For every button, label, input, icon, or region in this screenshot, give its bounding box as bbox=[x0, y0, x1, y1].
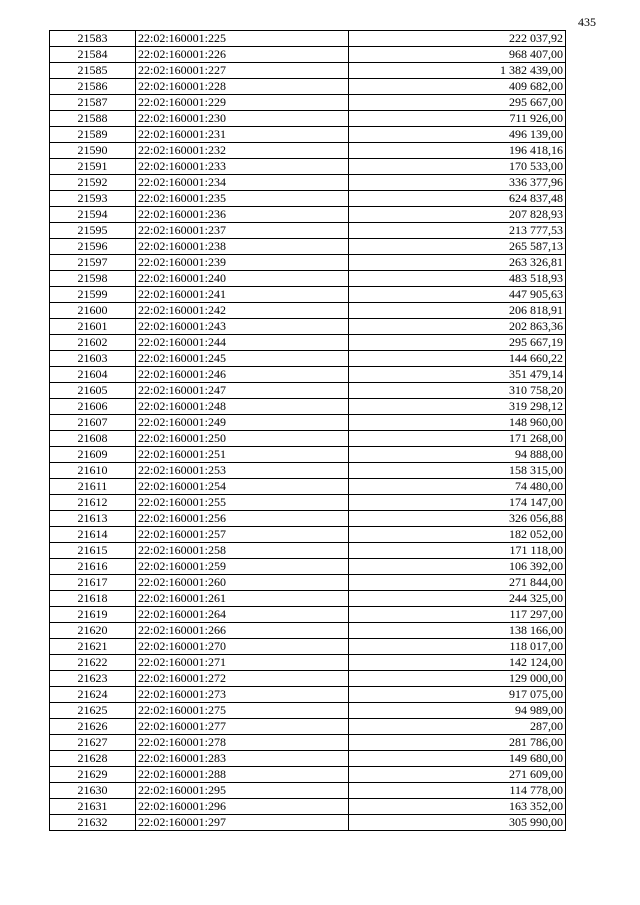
cadastral-number-cell: 22:02:160001:244 bbox=[136, 335, 349, 351]
cadastral-value-cell: 206 818,91 bbox=[349, 303, 566, 319]
cadastral-number-cell: 22:02:160001:225 bbox=[136, 31, 349, 47]
cadastral-value-cell: 171 118,00 bbox=[349, 543, 566, 559]
row-number-cell: 21632 bbox=[50, 815, 136, 831]
row-number-cell: 21600 bbox=[50, 303, 136, 319]
table-row bbox=[50, 767, 566, 783]
cadastral-number-cell: 22:02:160001:257 bbox=[136, 527, 349, 543]
row-number-cell: 21585 bbox=[50, 63, 136, 79]
table-row bbox=[50, 223, 566, 239]
table-row bbox=[50, 335, 566, 351]
cadastral-value-cell: 170 533,00 bbox=[349, 159, 566, 175]
row-number-cell: 21618 bbox=[50, 591, 136, 607]
table-row bbox=[50, 31, 566, 47]
row-number-cell: 21607 bbox=[50, 415, 136, 431]
row-number-cell: 21598 bbox=[50, 271, 136, 287]
cadastral-number-cell: 22:02:160001:235 bbox=[136, 191, 349, 207]
cadastral-value-cell: 213 777,53 bbox=[349, 223, 566, 239]
cadastral-value-cell: 319 298,12 bbox=[349, 399, 566, 415]
cadastral-number-cell: 22:02:160001:254 bbox=[136, 479, 349, 495]
table-row bbox=[50, 607, 566, 623]
row-number-cell: 21584 bbox=[50, 47, 136, 63]
cadastral-number-cell: 22:02:160001:264 bbox=[136, 607, 349, 623]
row-number-cell: 21608 bbox=[50, 431, 136, 447]
cadastral-number-cell: 22:02:160001:233 bbox=[136, 159, 349, 175]
cadastral-value-cell: 117 297,00 bbox=[349, 607, 566, 623]
cadastral-value-cell: 624 837,48 bbox=[349, 191, 566, 207]
row-number-cell: 21594 bbox=[50, 207, 136, 223]
cadastral-value-cell: 202 863,36 bbox=[349, 319, 566, 335]
cadastral-number-cell: 22:02:160001:271 bbox=[136, 655, 349, 671]
cadastral-number-cell: 22:02:160001:239 bbox=[136, 255, 349, 271]
row-number-cell: 21612 bbox=[50, 495, 136, 511]
cadastral-value-cell: 196 418,16 bbox=[349, 143, 566, 159]
cadastral-value-cell: 171 268,00 bbox=[349, 431, 566, 447]
row-number-cell: 21630 bbox=[50, 783, 136, 799]
cadastral-value-cell: 174 147,00 bbox=[349, 495, 566, 511]
table-row bbox=[50, 719, 566, 735]
row-number-cell: 21625 bbox=[50, 703, 136, 719]
cadastral-number-cell: 22:02:160001:260 bbox=[136, 575, 349, 591]
cadastral-number-cell: 22:02:160001:229 bbox=[136, 95, 349, 111]
cadastral-number-cell: 22:02:160001:259 bbox=[136, 559, 349, 575]
row-number-cell: 21606 bbox=[50, 399, 136, 415]
cadastral-number-cell: 22:02:160001:243 bbox=[136, 319, 349, 335]
table-row bbox=[50, 111, 566, 127]
cadastral-value-cell: 149 680,00 bbox=[349, 751, 566, 767]
table-row bbox=[50, 207, 566, 223]
row-number-cell: 21611 bbox=[50, 479, 136, 495]
cadastral-value-cell: 326 056,88 bbox=[349, 511, 566, 527]
row-number-cell: 21613 bbox=[50, 511, 136, 527]
table-row bbox=[50, 751, 566, 767]
row-number-cell: 21586 bbox=[50, 79, 136, 95]
table-row bbox=[50, 383, 566, 399]
cadastral-value-cell: 711 926,00 bbox=[349, 111, 566, 127]
cadastral-number-cell: 22:02:160001:258 bbox=[136, 543, 349, 559]
cadastral-number-cell: 22:02:160001:230 bbox=[136, 111, 349, 127]
cadastral-number-cell: 22:02:160001:297 bbox=[136, 815, 349, 831]
cadastral-number-cell: 22:02:160001:232 bbox=[136, 143, 349, 159]
row-number-cell: 21603 bbox=[50, 351, 136, 367]
table-row bbox=[50, 703, 566, 719]
row-number-cell: 21622 bbox=[50, 655, 136, 671]
cadastral-value-cell: 129 000,00 bbox=[349, 671, 566, 687]
cadastral-value-cell: 295 667,00 bbox=[349, 95, 566, 111]
cadastral-value-cell: 94 989,00 bbox=[349, 703, 566, 719]
cadastral-number-cell: 22:02:160001:272 bbox=[136, 671, 349, 687]
cadastral-number-cell: 22:02:160001:253 bbox=[136, 463, 349, 479]
table-row bbox=[50, 239, 566, 255]
table-row bbox=[50, 559, 566, 575]
cadastral-value-cell: 271 844,00 bbox=[349, 575, 566, 591]
cadastral-number-cell: 22:02:160001:273 bbox=[136, 687, 349, 703]
row-number-cell: 21595 bbox=[50, 223, 136, 239]
cadastral-number-cell: 22:02:160001:248 bbox=[136, 399, 349, 415]
row-number-cell: 21592 bbox=[50, 175, 136, 191]
cadastral-number-cell: 22:02:160001:250 bbox=[136, 431, 349, 447]
table-row bbox=[50, 399, 566, 415]
cadastral-number-cell: 22:02:160001:234 bbox=[136, 175, 349, 191]
cadastral-number-cell: 22:02:160001:249 bbox=[136, 415, 349, 431]
cadastral-value-cell: 281 786,00 bbox=[349, 735, 566, 751]
cadastral-value-cell: 158 315,00 bbox=[349, 463, 566, 479]
page-number: 435 bbox=[578, 15, 596, 29]
cadastral-value-cell: 351 479,14 bbox=[349, 367, 566, 383]
row-number-cell: 21610 bbox=[50, 463, 136, 479]
cadastral-value-cell: 182 052,00 bbox=[349, 527, 566, 543]
cadastral-number-cell: 22:02:160001:278 bbox=[136, 735, 349, 751]
table-row bbox=[50, 47, 566, 63]
table-row bbox=[50, 431, 566, 447]
cadastral-value-cell: 265 587,13 bbox=[349, 239, 566, 255]
cadastral-value-cell: 118 017,00 bbox=[349, 639, 566, 655]
cadastral-number-cell: 22:02:160001:261 bbox=[136, 591, 349, 607]
row-number-cell: 21588 bbox=[50, 111, 136, 127]
table-row bbox=[50, 687, 566, 703]
cadastral-number-cell: 22:02:160001:245 bbox=[136, 351, 349, 367]
cadastral-value-cell: 295 667,19 bbox=[349, 335, 566, 351]
table-row bbox=[50, 463, 566, 479]
row-number-cell: 21627 bbox=[50, 735, 136, 751]
row-number-cell: 21620 bbox=[50, 623, 136, 639]
table-row bbox=[50, 735, 566, 751]
cadastral-value-cell: 114 778,00 bbox=[349, 783, 566, 799]
row-number-cell: 21591 bbox=[50, 159, 136, 175]
row-number-cell: 21626 bbox=[50, 719, 136, 735]
table-row bbox=[50, 479, 566, 495]
cadastral-number-cell: 22:02:160001:255 bbox=[136, 495, 349, 511]
row-number-cell: 21628 bbox=[50, 751, 136, 767]
row-number-cell: 21604 bbox=[50, 367, 136, 383]
cadastral-number-cell: 22:02:160001:275 bbox=[136, 703, 349, 719]
table-row bbox=[50, 127, 566, 143]
cadastral-number-cell: 22:02:160001:237 bbox=[136, 223, 349, 239]
cadastral-value-cell: 142 124,00 bbox=[349, 655, 566, 671]
table-row bbox=[50, 255, 566, 271]
table-row bbox=[50, 543, 566, 559]
table-row bbox=[50, 591, 566, 607]
table-row bbox=[50, 63, 566, 79]
table-row bbox=[50, 415, 566, 431]
row-number-cell: 21593 bbox=[50, 191, 136, 207]
cadastral-value-cell: 148 960,00 bbox=[349, 415, 566, 431]
row-number-cell: 21629 bbox=[50, 767, 136, 783]
table-row bbox=[50, 527, 566, 543]
row-number-cell: 21596 bbox=[50, 239, 136, 255]
table-row bbox=[50, 655, 566, 671]
cadastral-value-cell: 222 037,92 bbox=[349, 31, 566, 47]
table-row bbox=[50, 447, 566, 463]
cadastral-value-cell: 447 905,63 bbox=[349, 287, 566, 303]
table-row bbox=[50, 623, 566, 639]
table-row bbox=[50, 511, 566, 527]
row-number-cell: 21617 bbox=[50, 575, 136, 591]
table-row bbox=[50, 191, 566, 207]
row-number-cell: 21609 bbox=[50, 447, 136, 463]
table-row bbox=[50, 815, 566, 831]
cadastral-value-cell: 305 990,00 bbox=[349, 815, 566, 831]
cadastral-value-cell: 1 382 439,00 bbox=[349, 63, 566, 79]
cadastral-number-cell: 22:02:160001:251 bbox=[136, 447, 349, 463]
row-number-cell: 21605 bbox=[50, 383, 136, 399]
row-number-cell: 21583 bbox=[50, 31, 136, 47]
cadastral-value-cell: 336 377,96 bbox=[349, 175, 566, 191]
row-number-cell: 21631 bbox=[50, 799, 136, 815]
row-number-cell: 21602 bbox=[50, 335, 136, 351]
table-row bbox=[50, 783, 566, 799]
table-row bbox=[50, 159, 566, 175]
cadastral-number-cell: 22:02:160001:283 bbox=[136, 751, 349, 767]
table-row bbox=[50, 575, 566, 591]
cadastral-number-cell: 22:02:160001:247 bbox=[136, 383, 349, 399]
cadastral-number-cell: 22:02:160001:288 bbox=[136, 767, 349, 783]
cadastral-value-cell: 483 518,93 bbox=[349, 271, 566, 287]
row-number-cell: 21597 bbox=[50, 255, 136, 271]
cadastral-number-cell: 22:02:160001:270 bbox=[136, 639, 349, 655]
table-body bbox=[50, 31, 566, 831]
cadastral-number-cell: 22:02:160001:231 bbox=[136, 127, 349, 143]
cadastral-value-cell: 244 325,00 bbox=[349, 591, 566, 607]
cadastral-number-cell: 22:02:160001:295 bbox=[136, 783, 349, 799]
row-number-cell: 21614 bbox=[50, 527, 136, 543]
cadastral-value-cell: 287,00 bbox=[349, 719, 566, 735]
cadastral-value-cell: 496 139,00 bbox=[349, 127, 566, 143]
table-row bbox=[50, 495, 566, 511]
cadastral-number-cell: 22:02:160001:236 bbox=[136, 207, 349, 223]
cadastral-number-cell: 22:02:160001:240 bbox=[136, 271, 349, 287]
table-row bbox=[50, 671, 566, 687]
cadastral-number-cell: 22:02:160001:238 bbox=[136, 239, 349, 255]
table-row bbox=[50, 143, 566, 159]
cadastral-number-cell: 22:02:160001:242 bbox=[136, 303, 349, 319]
cadastral-number-cell: 22:02:160001:226 bbox=[136, 47, 349, 63]
cadastral-number-cell: 22:02:160001:227 bbox=[136, 63, 349, 79]
cadastral-number-cell: 22:02:160001:296 bbox=[136, 799, 349, 815]
table-row bbox=[50, 303, 566, 319]
cadastral-value-cell: 163 352,00 bbox=[349, 799, 566, 815]
table-row bbox=[50, 95, 566, 111]
row-number-cell: 21616 bbox=[50, 559, 136, 575]
cadastral-value-cell: 74 480,00 bbox=[349, 479, 566, 495]
row-number-cell: 21589 bbox=[50, 127, 136, 143]
cadastral-number-cell: 22:02:160001:266 bbox=[136, 623, 349, 639]
cadastral-number-cell: 22:02:160001:228 bbox=[136, 79, 349, 95]
cadastral-value-cell: 138 166,00 bbox=[349, 623, 566, 639]
row-number-cell: 21615 bbox=[50, 543, 136, 559]
row-number-cell: 21601 bbox=[50, 319, 136, 335]
table-row bbox=[50, 271, 566, 287]
cadastral-value-cell: 968 407,00 bbox=[349, 47, 566, 63]
cadastral-value-cell: 310 758,20 bbox=[349, 383, 566, 399]
table-row bbox=[50, 319, 566, 335]
row-number-cell: 21624 bbox=[50, 687, 136, 703]
table-row bbox=[50, 367, 566, 383]
table-row bbox=[50, 175, 566, 191]
cadastral-value-cell: 271 609,00 bbox=[349, 767, 566, 783]
cadastral-value-cell: 917 075,00 bbox=[349, 687, 566, 703]
cadastral-value-cell: 207 828,93 bbox=[349, 207, 566, 223]
cadastral-value-cell: 94 888,00 bbox=[349, 447, 566, 463]
cadastral-value-cell: 106 392,00 bbox=[349, 559, 566, 575]
table-row bbox=[50, 79, 566, 95]
cadastral-number-cell: 22:02:160001:277 bbox=[136, 719, 349, 735]
row-number-cell: 21590 bbox=[50, 143, 136, 159]
table-row bbox=[50, 799, 566, 815]
row-number-cell: 21599 bbox=[50, 287, 136, 303]
cadastral-value-cell: 263 326,81 bbox=[349, 255, 566, 271]
table-row bbox=[50, 639, 566, 655]
cadastral-value-cell: 144 660,22 bbox=[349, 351, 566, 367]
table-row bbox=[50, 351, 566, 367]
row-number-cell: 21623 bbox=[50, 671, 136, 687]
row-number-cell: 21587 bbox=[50, 95, 136, 111]
row-number-cell: 21619 bbox=[50, 607, 136, 623]
cadastral-value-table bbox=[49, 30, 566, 831]
cadastral-number-cell: 22:02:160001:241 bbox=[136, 287, 349, 303]
row-number-cell: 21621 bbox=[50, 639, 136, 655]
table-row bbox=[50, 287, 566, 303]
cadastral-value-cell: 409 682,00 bbox=[349, 79, 566, 95]
cadastral-number-cell: 22:02:160001:246 bbox=[136, 367, 349, 383]
cadastral-number-cell: 22:02:160001:256 bbox=[136, 511, 349, 527]
